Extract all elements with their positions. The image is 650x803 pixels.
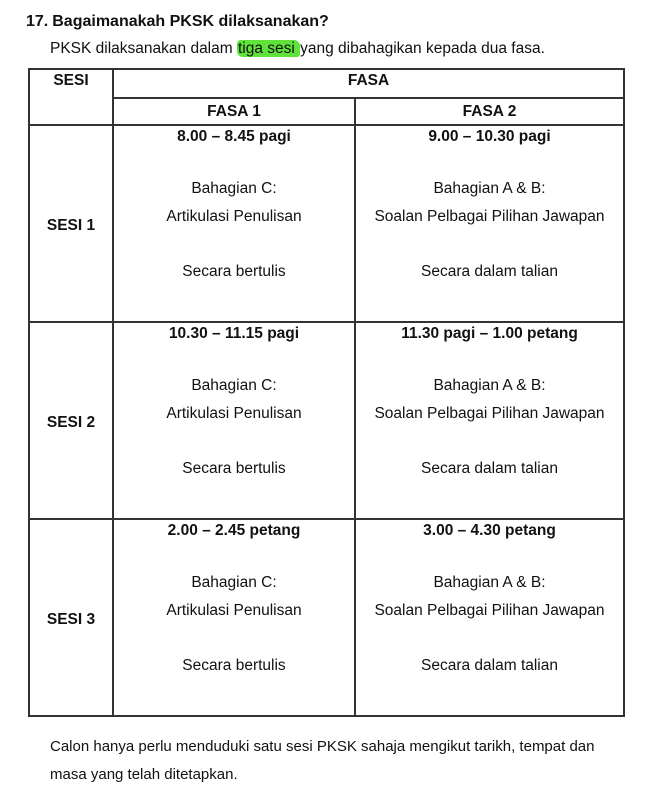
time-slot: 3.00 – 4.30 petang [423, 522, 556, 539]
time-slot: 2.00 – 2.45 petang [167, 522, 301, 539]
footer-note: Calon hanya perlu menduduki satu sesi PKSK sahaja mengikut tarikh, tempat dan masa yang telah ditetapkan. [50, 738, 595, 783]
part-label: Bahagian C: [191, 180, 277, 197]
question-title: Bagaimanakah PKSK dilaksanakan? [52, 13, 329, 30]
mode-label: Secara dalam talian [421, 460, 558, 477]
sesi-label: SESI 3 [29, 519, 113, 716]
highlighted-text: tiga sesi [237, 40, 300, 57]
question-number: 17. [26, 13, 49, 30]
mode-label: Secara bertulis [182, 263, 286, 280]
subject-label: Soalan Pelbagai Pilihan Jawapan [374, 602, 605, 619]
subject-label: Artikulasi Penulisan [166, 208, 302, 225]
intro-paragraph [50, 40, 545, 58]
fasa-2-cell [355, 322, 624, 519]
part-label: Bahagian C: [191, 377, 277, 394]
fasa-1-cell [113, 125, 355, 322]
mode-label: Secara bertulis [182, 657, 286, 674]
fasa-1-cell [113, 322, 355, 519]
sesi-label: SESI 2 [29, 322, 113, 519]
header-row-sub [29, 98, 624, 125]
time-slot: 9.00 – 10.30 pagi [428, 128, 551, 145]
question-heading [26, 13, 329, 31]
subject-label: Soalan Pelbagai Pilihan Jawapan [374, 208, 605, 225]
part-label: Bahagian C: [191, 574, 277, 591]
subject-label: Artikulasi Penulisan [166, 405, 302, 422]
subject-label: Soalan Pelbagai Pilihan Jawapan [374, 405, 605, 422]
fasa-1-cell [113, 519, 355, 716]
time-slot: 10.30 – 11.15 pagi [168, 325, 300, 342]
subject-label: Artikulasi Penulisan [166, 602, 302, 619]
header-sesi: SESI [29, 69, 113, 125]
header-fasa: FASA [113, 69, 624, 98]
intro-text-before: PKSK dilaksanakan dalam [50, 40, 237, 57]
header-fasa-1: FASA 1 [113, 98, 355, 125]
part-label: Bahagian A & B: [433, 377, 546, 394]
mode-label: Secara dalam talian [421, 263, 558, 280]
table-row-sesi-1 [29, 125, 624, 322]
time-slot: 8.00 – 8.45 pagi [177, 128, 291, 145]
header-fasa-2: FASA 2 [355, 98, 624, 125]
intro-text-after: yang dibahagikan kepada dua fasa. [300, 40, 545, 57]
fasa-2-cell [355, 519, 624, 716]
part-label: Bahagian A & B: [433, 180, 546, 197]
table-row-sesi-3 [29, 519, 624, 716]
sesi-label: SESI 1 [29, 125, 113, 322]
table-row-sesi-2 [29, 322, 624, 519]
schedule-table [28, 68, 625, 717]
header-row-top [29, 69, 624, 98]
fasa-2-cell [355, 125, 624, 322]
mode-label: Secara dalam talian [421, 657, 558, 674]
time-slot: 11.30 pagi – 1.00 petang [401, 325, 578, 342]
part-label: Bahagian A & B: [433, 574, 546, 591]
mode-label: Secara bertulis [182, 460, 286, 477]
